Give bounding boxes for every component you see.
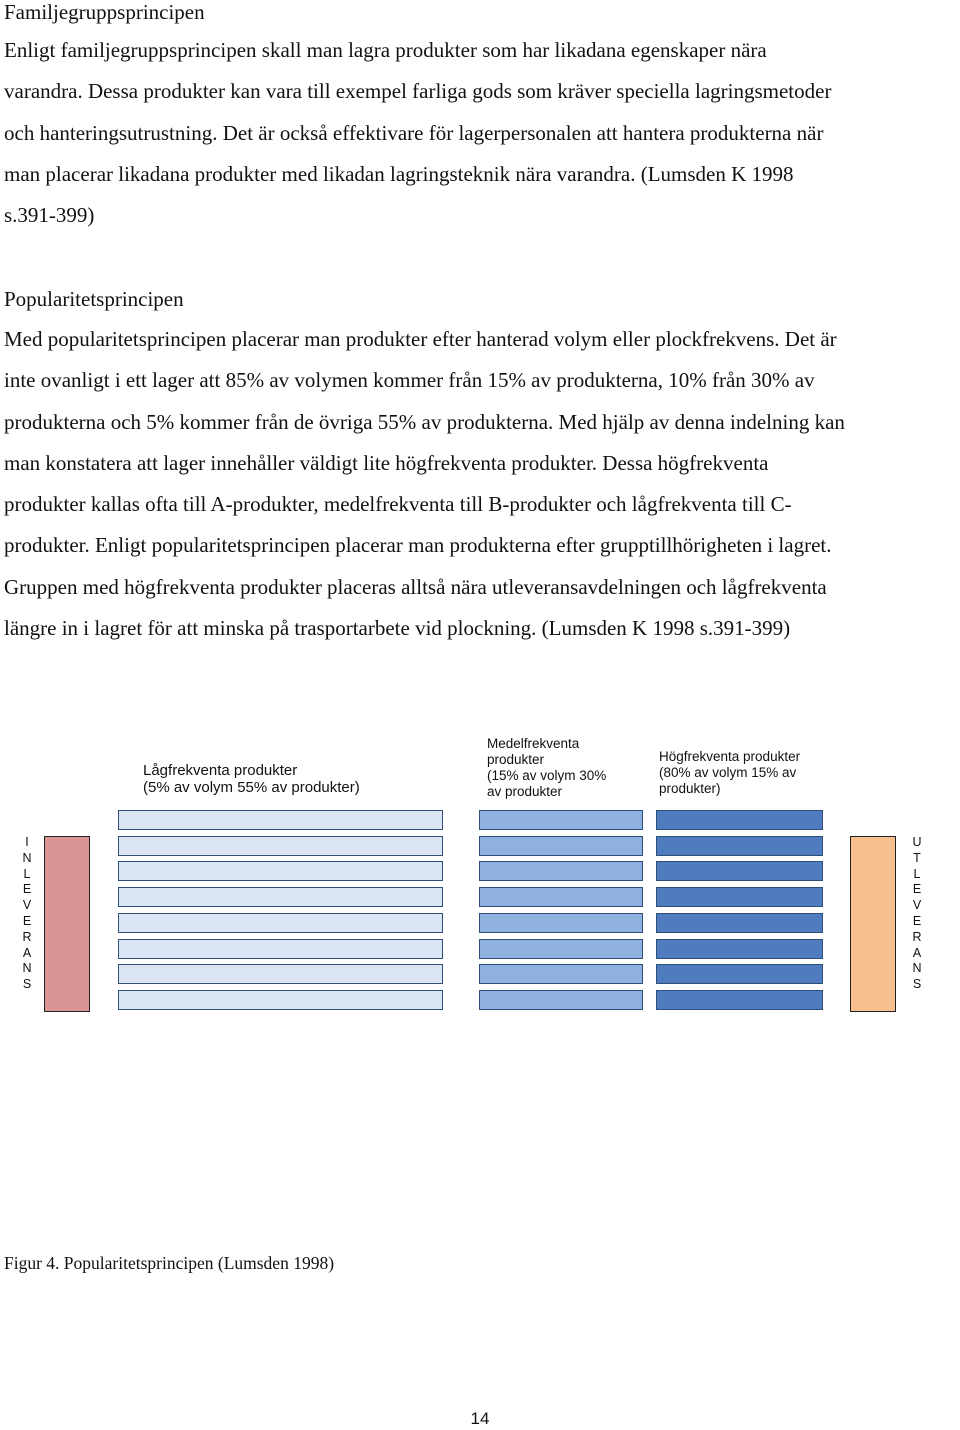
- vertical-letter: E: [912, 913, 922, 928]
- inleverans-vertical-label: [20, 835, 34, 993]
- high-frequency-rack: [656, 810, 823, 830]
- medium-frequency-rack: [479, 939, 643, 959]
- low-frequency-rack: [118, 990, 443, 1010]
- text-line: produkter kallas ofta till A-produkter, medelfrekventa till B-produkter och lågfrekventa till C-: [4, 492, 792, 517]
- inleverans-area: [44, 836, 90, 1012]
- vertical-letter: N: [912, 961, 922, 976]
- low-frequency-rack: [118, 836, 443, 856]
- text-line: inte ovanligt i ett lager att 85% av volymen kommer från 15% av produkterna, 10% från 30% av: [4, 368, 815, 393]
- vertical-letter: I: [25, 835, 29, 849]
- low-frequency-rack: [118, 939, 443, 959]
- medium-frequency-rack: [479, 913, 643, 933]
- page-number: 14: [470, 1409, 490, 1428]
- paragraph-familjegrupp: [4, 30, 960, 236]
- high-frequency-label: Högfrekventa produkter (80% av volym 15% av produkter): [659, 749, 801, 796]
- high-frequency-rack: [656, 887, 823, 907]
- figure-caption: Figur 4. Popularitetsprincipen (Lumsden 1998): [4, 1253, 335, 1273]
- high-frequency-rack: [656, 939, 823, 959]
- popularity-principle-diagram: [0, 720, 960, 1040]
- medium-frequency-rack: [479, 990, 643, 1010]
- medium-frequency-rack: [479, 810, 643, 830]
- vertical-letter: R: [22, 929, 32, 944]
- vertical-letter: V: [912, 898, 922, 913]
- vertical-letter: E: [22, 882, 32, 897]
- vertical-letter: N: [22, 850, 32, 865]
- text-line: s.391-399): [4, 203, 95, 228]
- low-frequency-rack: [118, 861, 443, 881]
- medium-frequency-rack: [479, 836, 643, 856]
- low-frequency-rack: [118, 964, 443, 984]
- vertical-letter: S: [912, 977, 922, 992]
- text-line: Gruppen med högfrekventa produkter placeras alltså nära utleveransavdelningen och lågfrekventa: [4, 574, 827, 599]
- text-line: längre in i lagret för att minska på trasportarbete vid plockning. (Lumsden K 1998 s.391-399): [4, 616, 791, 641]
- low-frequency-rack: [118, 810, 443, 830]
- high-frequency-rack: [656, 964, 823, 984]
- text-line: Enligt familjegruppsprincipen skall man lagra produkter som har likadana egenskaper nära: [4, 38, 767, 62]
- high-frequency-rack: [656, 990, 823, 1010]
- text-line: man placerar likadana produkter med likadan lagringsteknik nära varandra. (Lumsden K 1998: [4, 161, 794, 186]
- section-heading-familjegrupp: Familjegruppsprincipen: [4, 0, 205, 24]
- vertical-letter: T: [913, 850, 921, 865]
- vertical-letter: L: [913, 866, 921, 881]
- medium-frequency-rack: [479, 861, 643, 881]
- high-frequency-rack: [656, 836, 823, 856]
- text-line: produkter. Enligt popularitetsprincipen placerar man produkterna efter grupptillhörigheten i lagret.: [4, 533, 832, 558]
- vertical-letter: E: [22, 913, 32, 928]
- vertical-letter: U: [912, 835, 922, 849]
- medium-frequency-rack: [479, 964, 643, 984]
- high-frequency-rack: [656, 913, 823, 933]
- medium-frequency-label: Medelfrekventa produkter (15% av volym 30% av produkter: [487, 736, 607, 799]
- vertical-letter: R: [912, 929, 922, 944]
- vertical-letter: A: [912, 945, 922, 960]
- medium-frequency-rack: [479, 887, 643, 907]
- utleverans-vertical-label: [910, 835, 924, 993]
- vertical-letter: L: [23, 866, 31, 881]
- vertical-letter: A: [22, 945, 32, 960]
- low-frequency-rack: [118, 887, 443, 907]
- vertical-letter: S: [22, 977, 32, 992]
- text-line: Med popularitetsprincipen placerar man produkter efter hanterad volym eller plockfrekvens. Det är: [4, 327, 837, 351]
- low-frequency-rack: [118, 913, 443, 933]
- text-line: man konstatera att lager innehåller väldigt lite högfrekventa produkter. Dessa högfrekventa: [4, 450, 769, 475]
- high-frequency-rack: [656, 861, 823, 881]
- vertical-letter: E: [912, 882, 922, 897]
- vertical-letter: N: [22, 961, 32, 976]
- paragraph-popularitet: [4, 319, 960, 649]
- section-heading-popularitet: Popularitetsprincipen: [4, 287, 184, 311]
- low-frequency-label: Lågfrekventa produkter (5% av volym 55% av produkter): [143, 762, 360, 796]
- vertical-letter: V: [22, 898, 32, 913]
- utleverans-area: [850, 836, 896, 1012]
- text-line: produkterna och 5% kommer från de övriga 55% av produkterna. Med hjälp av denna indelning kan: [4, 409, 845, 434]
- text-line: varandra. Dessa produkter kan vara till exempel farliga gods som kräver speciella lagringsmetoder: [4, 79, 832, 104]
- text-line: och hanteringsutrustning. Det är också effektivare för lagerpersonalen att hantera produkterna när: [4, 120, 824, 145]
